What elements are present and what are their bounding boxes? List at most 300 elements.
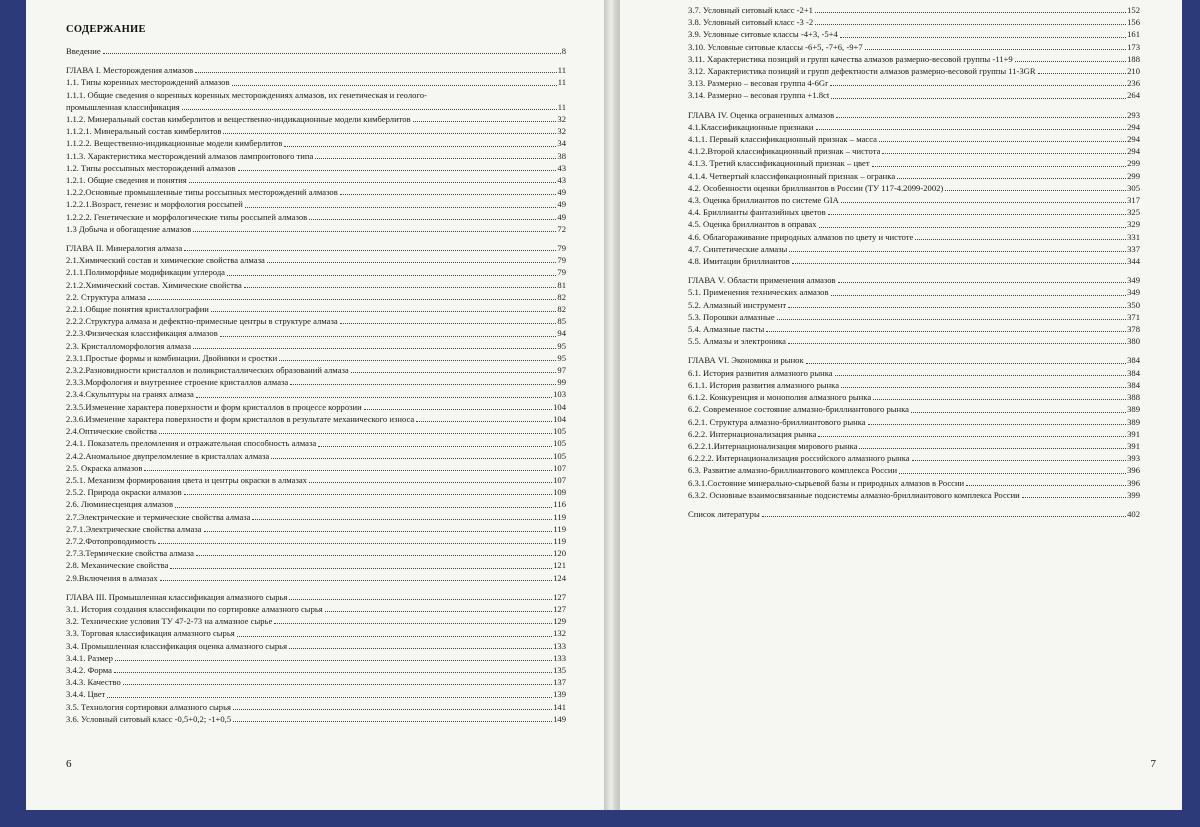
toc-entry xyxy=(688,170,1140,182)
toc-entry-title: 6.3. Развитие алмазно-бриллиантового комплекса России xyxy=(688,465,898,476)
toc-entry-title: 5.2. Алмазный инструмент xyxy=(688,299,787,310)
dot-leader xyxy=(309,219,556,220)
dot-leader xyxy=(364,409,552,410)
toc-entry-page: 380 xyxy=(1127,336,1140,347)
toc-entry-page: 236 xyxy=(1127,78,1140,89)
toc-entry xyxy=(66,364,566,376)
page-title: СОДЕРЖАНИЕ xyxy=(66,24,146,35)
dot-leader xyxy=(123,684,552,685)
toc-entry-page: 82 xyxy=(557,304,566,315)
toc-entry-page: 109 xyxy=(553,487,566,498)
dot-leader xyxy=(114,672,552,673)
toc-entry-page: 95 xyxy=(557,340,566,351)
toc-entry-page: 188 xyxy=(1127,53,1140,64)
dot-leader xyxy=(170,568,552,569)
toc-entry xyxy=(688,477,1140,489)
dot-leader xyxy=(897,178,1126,179)
toc-entry xyxy=(66,486,566,498)
toc-entry xyxy=(66,352,566,364)
dot-leader xyxy=(189,182,557,183)
toc-entry-page: 99 xyxy=(557,377,566,388)
toc-entry-title: 3.8. Условный ситовый класс -3 -2 xyxy=(688,17,814,28)
toc-entry-page: 152 xyxy=(1127,5,1140,15)
toc-entry xyxy=(688,182,1140,194)
toc-entry-title: 1.1.2.1. Минеральный состав кимберлитов xyxy=(66,126,222,137)
dot-leader xyxy=(836,117,1126,118)
page-number-left: 6 xyxy=(66,758,72,770)
dot-leader xyxy=(838,282,1126,283)
toc-entry xyxy=(66,640,566,652)
toc-entry-title: 3.2. Технические условия ТУ 47-2-73 на алмазное сырье xyxy=(66,616,273,627)
toc-entry-page: 299 xyxy=(1127,170,1140,181)
dot-leader xyxy=(196,397,552,398)
toc-chapter-entry xyxy=(688,508,1140,520)
toc-entry xyxy=(688,53,1140,65)
dot-leader xyxy=(325,611,552,612)
toc-entry xyxy=(66,223,566,235)
toc-entry-title: 2.3.3.Морфология и внутреннее строение кристаллов алмаза xyxy=(66,377,289,388)
dot-leader xyxy=(762,516,1126,517)
dot-leader xyxy=(144,470,552,471)
toc-entry-page: 391 xyxy=(1127,440,1140,451)
dot-leader xyxy=(158,543,553,544)
toc-entry-title: 3.4.1. Размер xyxy=(66,652,113,663)
toc-entry-page: 337 xyxy=(1127,243,1140,254)
toc-entry-page: 384 xyxy=(1127,379,1140,390)
dot-leader xyxy=(413,121,557,122)
dot-leader xyxy=(840,37,1126,38)
toc-entry-title: 1.1. Типы коренных месторождений алмазов xyxy=(66,77,230,88)
toc-entry xyxy=(688,311,1140,323)
dot-leader xyxy=(818,436,1126,437)
dot-leader xyxy=(315,158,556,159)
dot-leader xyxy=(284,146,556,147)
toc-entry-page: 133 xyxy=(553,652,566,663)
dot-leader xyxy=(220,336,557,337)
toc-entry xyxy=(66,76,566,88)
toc-entry xyxy=(66,291,566,303)
dot-leader xyxy=(777,319,1126,320)
dot-leader xyxy=(196,555,552,556)
toc-entry-title: 4.1.4. Четвертый классификационный признак – огранка xyxy=(688,170,896,181)
toc-entry-page: 49 xyxy=(557,211,566,222)
toc-entry-page: 331 xyxy=(1127,231,1140,242)
toc-entry-page: 349 xyxy=(1127,287,1140,298)
toc-entry-title: 2.3.5.Изменение характера поверхности и форм кристаллов в процессе коррозии xyxy=(66,401,362,412)
toc-entry-page: 389 xyxy=(1127,404,1140,415)
toc-entry xyxy=(66,174,566,186)
toc-entry-title: 3.1. История создания классификации по сортировке алмазного сырья xyxy=(66,603,323,614)
toc-entry-page: 105 xyxy=(553,450,566,461)
toc-entry-page: 137 xyxy=(553,677,566,688)
toc-entry-page: 119 xyxy=(553,511,566,522)
toc-entry-title: 4.4. Бриллианты фантазийных цветов xyxy=(688,207,826,218)
toc-entry-page: 133 xyxy=(553,640,566,651)
toc-entry-title: 2.5. Окраска алмазов xyxy=(66,462,143,473)
toc-entry-title: 5.4. Алмазные пасты xyxy=(688,324,765,335)
toc-entry-title: 2.1.1.Полиморфные модификации углерода xyxy=(66,267,226,278)
toc-entry-page: 32 xyxy=(557,126,566,137)
toc-entry-page: 317 xyxy=(1127,195,1140,206)
toc-entry-title: 6.3.2. Основные взаимосвязанные подсистемы алмазно-бриллиантового комплекса России xyxy=(688,489,1020,500)
dot-leader xyxy=(233,709,552,710)
toc-entry-title: 2.3.1.Простые формы и комбинации. Двойники и сростки xyxy=(66,352,278,363)
toc-entry-title: 4.3. Оценка бриллиантов по системе GIA xyxy=(688,195,839,206)
toc-entry-page: 79 xyxy=(557,255,566,266)
dot-leader xyxy=(815,12,1126,13)
toc-entry-title: 4.2. Особенности оценки бриллиантов в России (ТУ 117-4.2099-2002) xyxy=(688,182,944,193)
toc-entry-title: 2.3. Кристалломорфология алмаза xyxy=(66,340,192,351)
toc-entry-title: 2.9.Включения в алмазах xyxy=(66,572,158,583)
dot-leader xyxy=(788,307,1126,308)
toc-entry xyxy=(66,211,566,223)
toc-entry xyxy=(688,323,1140,335)
toc-entry-title: 2.7.1.Электрические свойства алмаза xyxy=(66,523,202,534)
toc-entry-page: 294 xyxy=(1127,134,1140,145)
toc-entry xyxy=(688,218,1140,230)
toc-entry-page: 49 xyxy=(557,187,566,198)
toc-entry-page: 294 xyxy=(1127,121,1140,132)
toc-entry xyxy=(66,327,566,339)
toc-entry-title: 2.7.3.Термические свойства алмаза xyxy=(66,548,194,559)
dot-leader xyxy=(815,24,1126,25)
dot-leader xyxy=(271,458,552,459)
toc-entry-page: 38 xyxy=(557,150,566,161)
toc-entry xyxy=(66,254,566,266)
toc-entry xyxy=(66,559,566,571)
toc-entry xyxy=(66,45,566,57)
dot-leader xyxy=(816,129,1127,130)
dot-leader xyxy=(245,207,557,208)
toc-entry xyxy=(66,498,566,510)
toc-entry-page: 124 xyxy=(553,572,566,583)
toc-entry xyxy=(66,462,566,474)
toc-entry-page: 32 xyxy=(557,114,566,125)
toc-entry xyxy=(66,688,566,700)
toc-entry-page: 104 xyxy=(553,413,566,424)
toc-entry xyxy=(66,652,566,664)
dot-leader xyxy=(290,384,556,385)
toc-entry xyxy=(688,133,1140,145)
toc-entry-page: 72 xyxy=(557,223,566,234)
dot-leader xyxy=(289,648,552,649)
toc-entry xyxy=(688,206,1140,218)
toc-entry-title: 3.13. Размерно – весовая группа 4-6Gr xyxy=(688,78,828,89)
toc-entry-page: 11 xyxy=(557,65,566,76)
dot-leader xyxy=(279,360,556,361)
toc-entry-page: 107 xyxy=(553,474,566,485)
dot-leader xyxy=(267,262,557,263)
toc-entry-title: 1.2.2.2. Генетические и морфологические типы россыпей алмазов xyxy=(66,211,308,222)
toc-entry-page: 49 xyxy=(557,199,566,210)
right-page xyxy=(620,0,1182,810)
toc-entry-page: 127 xyxy=(553,603,566,614)
toc-entry-title: 4.1.2.Второй классификационный признак – чистота xyxy=(688,146,881,157)
toc-entry-title: 3.4.3. Качество xyxy=(66,677,121,688)
left-page xyxy=(26,0,606,810)
toc-entry-title: 1.2.2.Основные промышленные типы россыпных месторождений алмазов xyxy=(66,187,338,198)
toc-entry-title: 2.7.2.Фотопроводимость xyxy=(66,535,156,546)
dot-leader xyxy=(148,299,557,300)
toc-entry-title: 1.1.1. Общие сведения о коренных коренных месторождениях алмазов, их генетическая и геолого- xyxy=(66,89,427,100)
dot-leader xyxy=(865,49,1126,50)
toc-entry-title: 6.2.2.2. Интернационализация российского алмазного рынка xyxy=(688,453,910,464)
toc-entry-title: ГЛАВА V. Области применения алмазов xyxy=(688,275,836,286)
toc-entry-title: 4.8. Имитации бриллиантов xyxy=(688,256,790,267)
toc-entry-title: 2.3.6.Изменение характера поверхности и форм кристаллов в результате механического износа xyxy=(66,413,415,424)
toc-entry-page: 11 xyxy=(557,77,566,88)
toc-entry xyxy=(66,376,566,388)
dot-leader xyxy=(211,311,556,312)
toc-entry xyxy=(688,286,1140,298)
toc-entry xyxy=(688,299,1140,311)
toc-entry-page: 95 xyxy=(557,352,566,363)
toc-entry-title: 1.2. Типы россыпных месторождений алмазов xyxy=(66,162,236,173)
dot-leader xyxy=(830,85,1126,86)
toc-entry-title: 2.5.1. Механизм формирования цвета и центры окраски в алмазах xyxy=(66,474,307,485)
toc-entry-page: 384 xyxy=(1127,355,1140,366)
toc-entry xyxy=(66,198,566,210)
toc-entry xyxy=(66,627,566,639)
toc-entry-title: 6.2.2.1.Интернационализация мирового рынка xyxy=(688,440,858,451)
toc-entry-title: 1.1.3. Характеристика месторождений алмазов лампроитового типа xyxy=(66,150,314,161)
toc-entry xyxy=(688,194,1140,206)
toc-entry xyxy=(688,16,1140,28)
toc-entry xyxy=(688,403,1140,415)
toc-entry-title: 3.14. Размерно – весовая группа +1.8ct xyxy=(688,90,830,101)
toc-entry xyxy=(66,523,566,535)
toc-entry xyxy=(688,41,1140,53)
toc-entry-page: 388 xyxy=(1127,392,1140,403)
dot-leader xyxy=(107,697,552,698)
toc-entry xyxy=(688,255,1140,267)
toc-entry-page: 264 xyxy=(1127,90,1140,101)
toc-entry-title: 4.6. Облагораживание природных алмазов по цвету и чистоте xyxy=(688,231,914,242)
toc-entry-page: 399 xyxy=(1127,489,1140,500)
toc-entry xyxy=(66,413,566,425)
dot-leader xyxy=(274,623,552,624)
toc-entry-title: 3.3. Торговая классификация алмазного сырья xyxy=(66,628,235,639)
toc-chapter-entry xyxy=(66,591,566,603)
toc-entry-title: промышленная классификация xyxy=(66,101,180,112)
dot-leader xyxy=(873,399,1126,400)
toc-entry xyxy=(688,367,1140,379)
toc-entry-page: 105 xyxy=(553,438,566,449)
toc-entry-page: 116 xyxy=(553,499,566,510)
toc-entry-title: 4.1.3. Третий классификационный признак – цвет xyxy=(688,158,870,169)
toc-entry xyxy=(66,664,566,676)
dot-leader xyxy=(828,214,1126,215)
toc-entry xyxy=(688,335,1140,347)
toc-entry xyxy=(66,713,566,725)
toc-entry-page: 173 xyxy=(1127,41,1140,52)
dot-leader xyxy=(835,375,1127,376)
toc-entry xyxy=(66,279,566,291)
dot-leader xyxy=(233,721,552,722)
toc-entry-page: 156 xyxy=(1127,17,1140,28)
toc-entry-page: 149 xyxy=(553,713,566,724)
toc-entry xyxy=(688,4,1140,16)
toc-entry-title: 2.1.Химический состав и химические свойства алмаза xyxy=(66,255,265,266)
toc-entry-page: 384 xyxy=(1127,367,1140,378)
toc-list-right xyxy=(688,4,1140,520)
toc-entry-page: 11 xyxy=(557,101,566,112)
toc-entry xyxy=(688,231,1140,243)
toc-entry-title: 1.3 Добыча и обогащение алмазов xyxy=(66,223,192,234)
toc-entry-page: 141 xyxy=(553,701,566,712)
dot-leader xyxy=(882,153,1126,154)
toc-entry-title: 3.5. Технология сортировки алмазного сырья xyxy=(66,701,231,712)
toc-entry-page: 43 xyxy=(557,175,566,186)
dot-leader xyxy=(175,507,552,508)
toc-entry xyxy=(66,388,566,400)
toc-entry xyxy=(66,572,566,584)
toc-entry-title: 6.3.1.Состояние минерально-сырьевой базы и природных алмазов в России xyxy=(688,477,965,488)
toc-entry xyxy=(66,701,566,713)
toc-entry-page: 391 xyxy=(1127,428,1140,439)
toc-entry-page: 103 xyxy=(553,389,566,400)
toc-entry xyxy=(688,121,1140,133)
toc-entry-page: 396 xyxy=(1127,465,1140,476)
toc-entry xyxy=(66,150,566,162)
toc-entry-page: 127 xyxy=(553,591,566,602)
toc-entry-page: 299 xyxy=(1127,158,1140,169)
toc-entry xyxy=(66,450,566,462)
toc-entry-title: 3.7. Условный ситовый класс -2+1 xyxy=(688,5,813,15)
toc-entry-page: 82 xyxy=(557,291,566,302)
toc-entry xyxy=(66,303,566,315)
toc-entry xyxy=(66,186,566,198)
toc-entry-title: 2.4.1. Показатель преломления и отражательная способность алмаза xyxy=(66,438,317,449)
dot-leader xyxy=(103,53,561,54)
toc-chapter-entry xyxy=(688,274,1140,286)
toc-entry xyxy=(66,535,566,547)
dot-leader xyxy=(915,239,1126,240)
toc-entry xyxy=(66,437,566,449)
toc-entry xyxy=(66,89,566,101)
dot-leader xyxy=(115,660,552,661)
toc-entry xyxy=(688,89,1140,101)
toc-entry-page: 43 xyxy=(557,162,566,173)
toc-entry-page: 85 xyxy=(557,316,566,327)
toc-entry xyxy=(688,452,1140,464)
toc-entry-page: 139 xyxy=(553,689,566,700)
toc-entry-title: 4.5. Оценка бриллиантов в оправах xyxy=(688,219,817,230)
toc-entry-page: 132 xyxy=(553,628,566,639)
toc-entry xyxy=(688,391,1140,403)
toc-entry-page: 81 xyxy=(557,279,566,290)
dot-leader xyxy=(819,227,1127,228)
dot-leader xyxy=(309,482,552,483)
toc-entry-title: 2.5.2. Природа окраски алмазов xyxy=(66,487,182,498)
toc-entry-title: Список литературы xyxy=(688,508,760,519)
toc-entry-page: 402 xyxy=(1127,508,1140,519)
toc-chapter-entry xyxy=(66,64,566,76)
dot-leader xyxy=(318,446,552,447)
toc-entry xyxy=(688,243,1140,255)
dot-leader xyxy=(879,141,1126,142)
toc-entry-page: 79 xyxy=(557,267,566,278)
toc-entry xyxy=(688,28,1140,40)
dot-leader xyxy=(244,287,557,288)
toc-entry-title: 3.11. Характеристика позиций и групп качества алмазов размерно-весовой группы -11+9 xyxy=(688,53,1013,64)
toc-entry-page: 119 xyxy=(553,535,566,546)
toc-entry-title: 6.1.2. Конкуренция и монополия алмазного рынка xyxy=(688,392,872,403)
toc-entry xyxy=(66,676,566,688)
toc-entry xyxy=(66,425,566,437)
dot-leader xyxy=(289,599,552,600)
toc-entry-page: 325 xyxy=(1127,207,1140,218)
toc-entry-title: 4.7. Синтетические алмазы xyxy=(688,243,788,254)
toc-entry xyxy=(688,145,1140,157)
toc-entry-title: 3.4.4. Цвет xyxy=(66,689,106,700)
toc-entry-page: 104 xyxy=(553,401,566,412)
dot-leader xyxy=(841,202,1126,203)
dot-leader xyxy=(182,109,557,110)
toc-entry-title: 1.2.2.1.Возраст, генезис и морфология россыпей xyxy=(66,199,243,210)
toc-entry-title: 2.4.2.Аномальное двупреломление в кристаллах алмаза xyxy=(66,450,270,461)
toc-entry-page: 349 xyxy=(1127,275,1140,286)
dot-leader xyxy=(789,251,1126,252)
toc-entry xyxy=(688,440,1140,452)
dot-leader xyxy=(232,85,557,86)
toc-entry-page: 105 xyxy=(553,426,566,437)
toc-entry-title: 2.7.Электрические и термические свойства алмаза xyxy=(66,511,251,522)
toc-entry-page: 129 xyxy=(553,616,566,627)
toc-entry-title: ГЛАВА I. Месторождения алмазов xyxy=(66,65,194,76)
toc-entry-title: 2.8. Механические свойства xyxy=(66,560,169,571)
toc-entry-title: Введение xyxy=(66,46,101,56)
toc-entry xyxy=(66,511,566,523)
toc-entry-title: 1.1.2.2. Вещественно-индикационные модели кимберлитов xyxy=(66,138,283,149)
dot-leader xyxy=(911,412,1126,413)
toc-entry-title: 2.2.3.Физическая классификация алмазов xyxy=(66,328,218,339)
toc-entry-page: 396 xyxy=(1127,477,1140,488)
toc-entry xyxy=(688,489,1140,501)
toc-entry xyxy=(66,603,566,615)
dot-leader xyxy=(899,473,1126,474)
toc-entry-page: 210 xyxy=(1127,66,1140,77)
dot-leader xyxy=(912,460,1127,461)
toc-entry-title: 6.2.2. Интернационализация рынка xyxy=(688,428,817,439)
toc-chapter-entry xyxy=(66,242,566,254)
toc-entry-page: 378 xyxy=(1127,324,1140,335)
toc-entry-page: 120 xyxy=(553,548,566,559)
toc-entry-title: 3.6. Условный ситовый класс -0,5+0,2; -1+0,5 xyxy=(66,713,232,724)
toc-entry-page: 294 xyxy=(1127,146,1140,157)
toc-entry-title: 2.6. Люминесценция алмазов xyxy=(66,499,174,510)
dot-leader xyxy=(159,433,552,434)
page-number-right: 7 xyxy=(1150,758,1156,770)
toc-entry-title: ГЛАВА VI. Экономика и рынок xyxy=(688,355,804,366)
dot-leader xyxy=(966,485,1126,486)
toc-entry-page: 329 xyxy=(1127,219,1140,230)
toc-entry-title: 4.1.Классификационные признаки xyxy=(688,121,814,132)
dot-leader xyxy=(868,424,1127,425)
toc-entry-page: 393 xyxy=(1127,453,1140,464)
toc-entry xyxy=(66,340,566,352)
toc-entry xyxy=(66,137,566,149)
toc-entry-title: 3.9. Условные ситовые классы -4+3, -5+4 xyxy=(688,29,838,40)
toc-entry xyxy=(66,401,566,413)
toc-list-left xyxy=(66,45,566,725)
toc-entry-title: 2.2. Структура алмаза xyxy=(66,291,146,302)
dot-leader xyxy=(238,170,557,171)
toc-entry xyxy=(688,428,1140,440)
dot-leader xyxy=(792,263,1126,264)
dot-leader xyxy=(237,636,552,637)
toc-entry-title: 6.2.1. Структура алмазно-бриллиантового рынка xyxy=(688,416,866,427)
